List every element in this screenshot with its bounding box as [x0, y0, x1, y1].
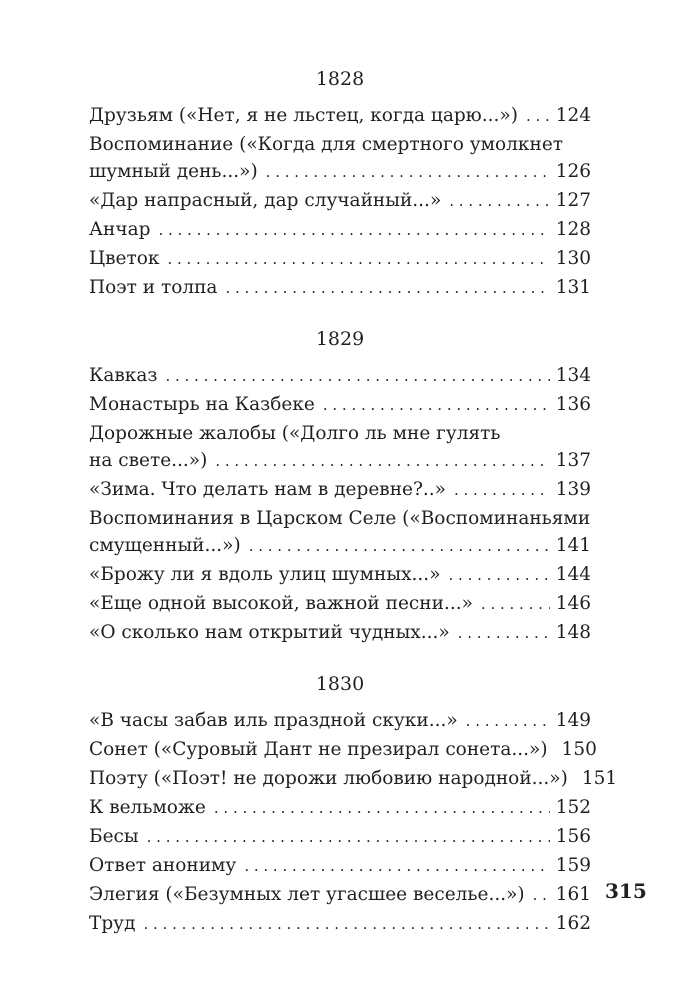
entry-title: Друзьям («Нет, я не льстец, когда царю...»)	[89, 105, 518, 126]
dot-leader	[225, 275, 549, 302]
dot-leader	[481, 591, 550, 618]
entry-page-number: 144	[555, 564, 591, 585]
dot-leader	[266, 159, 550, 186]
entry-title: «Зима. Что делать нам в деревне?..»	[89, 479, 446, 500]
toc-entry	[89, 505, 591, 560]
entry-page-number: 137	[555, 450, 591, 471]
entry-title: смущенный...»)	[89, 535, 241, 556]
entry-title: Поэту («Поэт! не дорожи любовию народной...»)	[89, 768, 568, 789]
toc-entry	[89, 561, 591, 589]
toc-entry	[89, 619, 591, 647]
entry-page-number: 124	[555, 105, 591, 126]
dot-leader	[244, 853, 549, 880]
entry-title: Бесы	[89, 826, 139, 847]
toc-entry	[89, 823, 591, 851]
entry-title: «О сколько нам открытий чудных...»	[89, 622, 450, 643]
toc-entry	[89, 881, 591, 909]
toc-entry	[89, 420, 591, 475]
entry-page-number: 131	[555, 277, 591, 298]
toc-entry	[89, 245, 591, 273]
entry-title-first-line: Воспоминание («Когда для смертного умолкнет	[89, 134, 564, 155]
entry-page-number: 139	[555, 479, 591, 500]
section-year: 1830	[315, 673, 365, 695]
dot-leader	[458, 620, 550, 647]
page-number: 315	[605, 879, 647, 903]
entry-page-number: 136	[555, 394, 591, 415]
entry-page-number: 127	[555, 190, 591, 211]
entry-page-number: 156	[555, 826, 591, 847]
entry-title: Кавказ	[89, 365, 158, 386]
dot-leader	[165, 363, 549, 390]
entry-title: Труд	[89, 913, 136, 934]
entry-title: Ответ анониму	[89, 855, 237, 876]
entry-page-number: 134	[555, 365, 591, 386]
entry-page-number: 141	[555, 535, 591, 556]
entry-page-number: 159	[555, 855, 591, 876]
entry-page-number: 148	[555, 622, 591, 643]
toc-entry	[89, 910, 591, 938]
toc-section-1830	[89, 669, 618, 938]
entry-title-first-line: Дорожные жалобы («Долго ль мне гулять	[89, 423, 501, 444]
dot-leader	[143, 911, 549, 938]
entry-page-number: 161	[555, 884, 591, 905]
entry-title: «Еще одной высокой, важной песни...»	[89, 593, 473, 614]
toc-section-1828	[89, 64, 591, 302]
toc-entry	[89, 131, 591, 186]
dot-leader	[449, 188, 549, 215]
section-year: 1828	[315, 68, 365, 90]
toc-section-1829	[89, 324, 591, 647]
entry-page-number: 146	[555, 593, 591, 614]
dot-leader	[249, 533, 550, 560]
dot-leader	[323, 392, 550, 419]
section-year: 1829	[315, 328, 365, 350]
entry-title: «Дар напрасный, дар случайный...»	[89, 190, 442, 211]
entry-title: Цветок	[89, 248, 160, 269]
toc-entry	[89, 391, 591, 419]
dot-leader	[466, 708, 550, 735]
dot-leader	[215, 448, 549, 475]
toc-entry	[89, 216, 591, 244]
dot-leader	[147, 824, 550, 851]
entry-title: К вельможе	[89, 797, 206, 818]
toc-entry	[89, 362, 591, 390]
dot-leader	[158, 217, 549, 244]
entry-title: шумный день...»)	[89, 161, 258, 182]
entry-page-number: 149	[555, 710, 591, 731]
entry-page-number: 152	[555, 797, 591, 818]
toc-entry	[89, 765, 618, 793]
entry-title: Элегия («Безумных лет угасшее веселье...»)	[89, 884, 525, 905]
dot-leader	[533, 882, 550, 909]
toc-entry	[89, 102, 591, 130]
entry-page-number: 162	[555, 913, 591, 934]
entry-page-number: 150	[561, 739, 597, 760]
entry-title: Сонет («Суровый Дант не презирал сонета...»)	[89, 739, 548, 760]
toc-entry	[89, 274, 591, 302]
entry-title: Монастырь на Казбеке	[89, 394, 315, 415]
toc-entry	[89, 794, 591, 822]
toc-entry	[89, 707, 591, 735]
dot-leader	[526, 103, 550, 130]
dot-leader	[449, 562, 550, 589]
table-of-contents	[89, 64, 618, 939]
toc-entry	[89, 736, 597, 764]
entry-title: на свете...»)	[89, 450, 208, 471]
entry-title: Поэт и толпа	[89, 277, 218, 298]
dot-leader	[214, 795, 550, 822]
entry-title: «В часы забав иль праздной скуки...»	[89, 710, 458, 731]
entry-page-number: 128	[555, 219, 591, 240]
entry-page-number: 130	[555, 248, 591, 269]
entry-title-first-line: Воспоминания в Царском Селе («Воспоминаньями	[89, 508, 591, 529]
toc-entry	[89, 590, 591, 618]
toc-entry	[89, 187, 591, 215]
dot-leader	[454, 477, 550, 504]
toc-entry	[89, 852, 591, 880]
entry-page-number: 151	[581, 768, 618, 789]
entry-page-number: 126	[555, 161, 591, 182]
entry-title: Анчар	[89, 219, 151, 240]
entry-title: «Брожу ли я вдоль улиц шумных...»	[89, 564, 441, 585]
toc-entry	[89, 476, 591, 504]
dot-leader	[167, 246, 549, 273]
